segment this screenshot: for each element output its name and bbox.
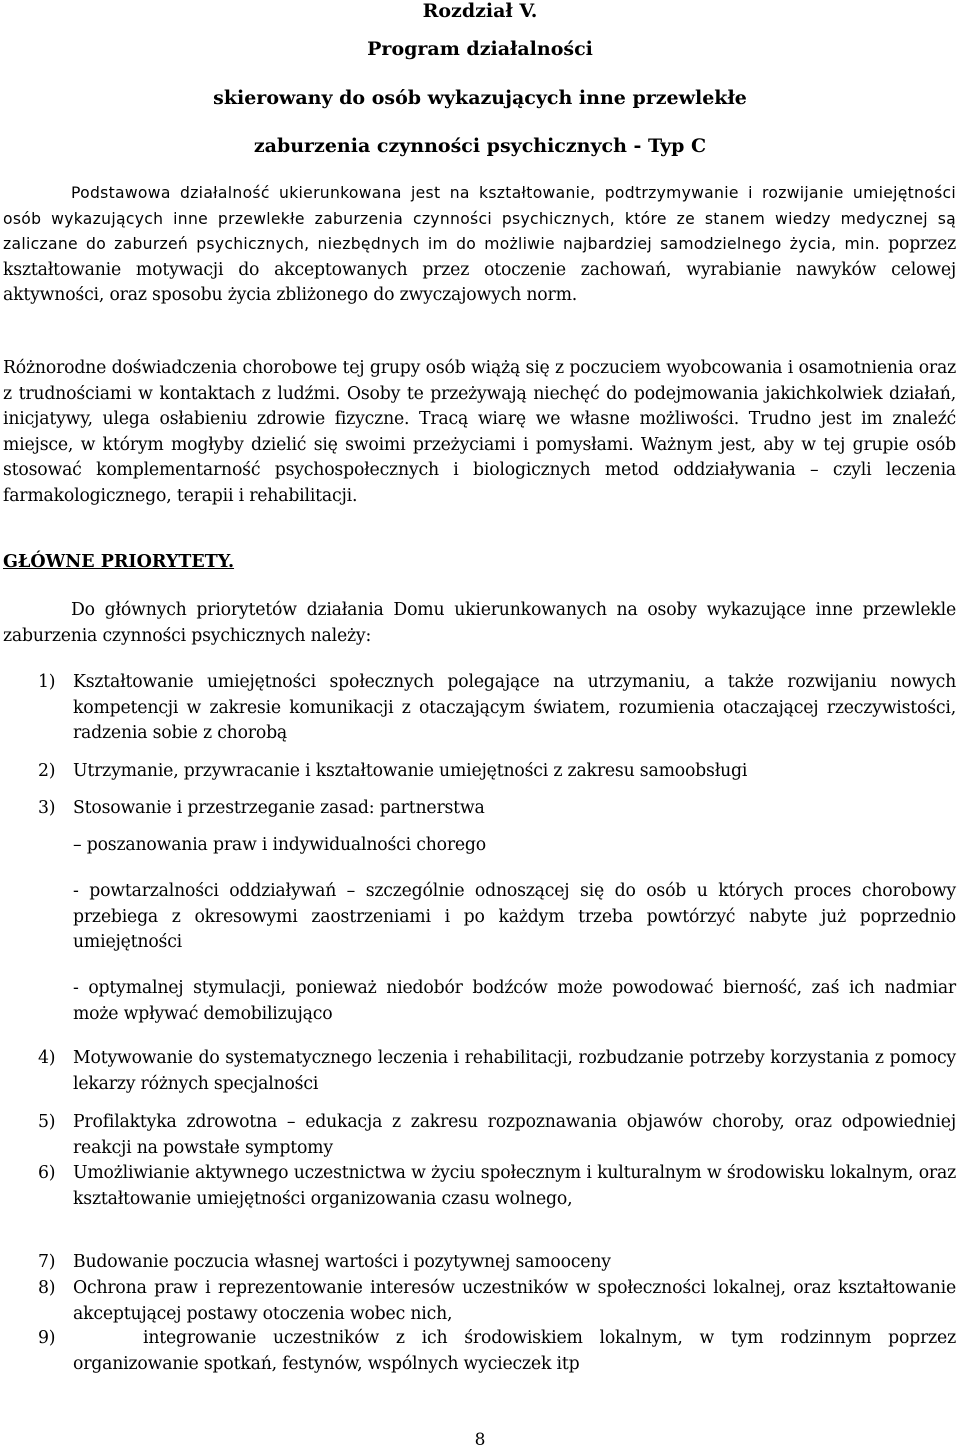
intro-paragraph-2: Różnorodne doświadczenia chorobowe tej grupy osób wiążą się z poczuciem wyobcowania i osamotnienia oraz z trudnościami w kontaktach z ludźmi. Osoby te przeżywają niechęć do podejmowania jakichkolwiek działań, inicjatywy, ulega osłabieniu zdrowie fizyczne. Tracą wiarę we własne możliwości. Trudno jest im znaleźć miejsce, w którym mogłyby dzielić się swoimi przeżyciami i pomysłami. Ważnym jest, aby w tej grupie osób stosować komplementarność psychospołecznych i biologicznych metod oddziaływania – czyli leczenia farmakologicznego, terapii i rehabilitacji. [3, 358, 956, 506]
priority-text: Stosowanie i przestrzeganie zasad: partnerstwa [73, 798, 485, 818]
priority-text: Kształtowanie umiejętności społecznych polegające na utrzymaniu, a także rozwijaniu nowych kompetencji w zakresie komunikacji z otaczającym światem, rozumienia otaczającej rzeczywistości, radzenia sobie z chorobą [73, 672, 956, 743]
priority-item-6 [38, 1161, 956, 1212]
priority-text: Umożliwianie aktywnego uczestnictwa w życiu społecznym i kulturalnym w środowisku lokalnym, oraz kształtowanie umiejętności organizowania czasu wolnego, [73, 1163, 956, 1209]
priority-text: integrowanie uczestników z ich środowiskiem lokalnym, w tym rodzinnym poprzez organizowanie spotkań, festynów, wspólnych wycieczek itp [73, 1328, 956, 1374]
document-subtitle-line1: skierowany do osób wykazujących inne przewlekłe [213, 87, 747, 109]
priority-subitem-2: - powtarzalności oddziaływań – szczególnie odnoszącej się do osób u których proces chorobowy przebiega z okresowymi zaostrzeniami i po każdym trzeba powtórzyć nabyte już poprzednio umiejętności [73, 881, 956, 952]
priority-number: 1) [38, 672, 56, 692]
priority-subitem-1: – poszanowania praw i indywidualności chorego [73, 835, 486, 855]
priority-text: Utrzymanie, przywracanie i kształtowanie umiejętności z zakresu samoobsługi [73, 761, 748, 781]
priority-item-3 [38, 796, 956, 822]
priority-text: Budowanie poczucia własnej wartości i pozytywnej samooceny [73, 1252, 611, 1272]
intro-paragraph-1-part-a: Podstawowa działalność ukierunkowana jest na kształtowanie, podtrzymywanie i rozwijanie umiejętności osób wykazujących inne przewlekłe zaburzenia czynności psychicznych, które ze stanem wiedzy medycznej są zaliczane do zaburzeń psychicznych, niezbędnych im do możliwie najbardziej samodzielnego życia, min. [3, 184, 956, 253]
priority-subitem-3: - optymalnej stymulacji, ponieważ niedobór bodźców może powodować bierność, zaś ich nadmiar może wpływać demobilizująco [73, 978, 956, 1024]
priority-number: 9) [38, 1328, 56, 1348]
priority-number: 8) [38, 1278, 56, 1298]
priority-item-4 [38, 1046, 956, 1097]
priority-number: 6) [38, 1163, 56, 1183]
priority-item-1 [38, 670, 956, 747]
priority-text: Profilaktyka zdrowotna – edukacja z zakresu rozpoznawania objawów choroby, oraz odpowiedniej reakcji na powstałe symptomy [73, 1112, 956, 1158]
priority-number: 4) [38, 1048, 56, 1068]
intro-paragraph-1-part-b: poprzez kształtowanie motywacji do akceptowanych przez otoczenie zachowań, wyrabianie nawyków celowej aktywności, oraz sposobu życia zbliżonego do zwyczajowych norm. [3, 234, 957, 305]
priority-number: 3) [38, 798, 56, 818]
document-subtitle-line2: zaburzenia czynności psychicznych - Typ C [253, 135, 707, 157]
intro-paragraph-1 [3, 181, 956, 309]
page-number: 8 [474, 1430, 486, 1450]
priority-item-7 [38, 1250, 956, 1276]
priorities-lead: Do głównych priorytetów działania Domu ukierunkowanych na osoby wykazujące inne przewlekle zaburzenia czynności psychicznych należy: [3, 600, 956, 646]
priority-number: 2) [38, 761, 56, 781]
priority-number: 5) [38, 1112, 56, 1132]
priority-item-8 [38, 1276, 956, 1327]
priority-number: 7) [38, 1252, 56, 1272]
document-title: Program działalności [367, 38, 593, 60]
priority-text: Ochrona praw i reprezentowanie interesów uczestników w społeczności lokalnej, oraz kształtowanie akceptującej postawy otoczenia wobec nich, [73, 1278, 956, 1324]
priority-item-5 [38, 1110, 956, 1161]
priority-text: Motywowanie do systematycznego leczenia i rehabilitacji, rozbudzanie potrzeby korzystania z pomocy lekarzy różnych specjalności [73, 1048, 956, 1094]
priority-item-2 [38, 759, 956, 785]
priorities-heading: GŁÓWNE PRIORYTETY. [3, 552, 235, 572]
chapter-heading: Rozdział V. [422, 0, 538, 22]
priority-item-9 [38, 1326, 956, 1377]
